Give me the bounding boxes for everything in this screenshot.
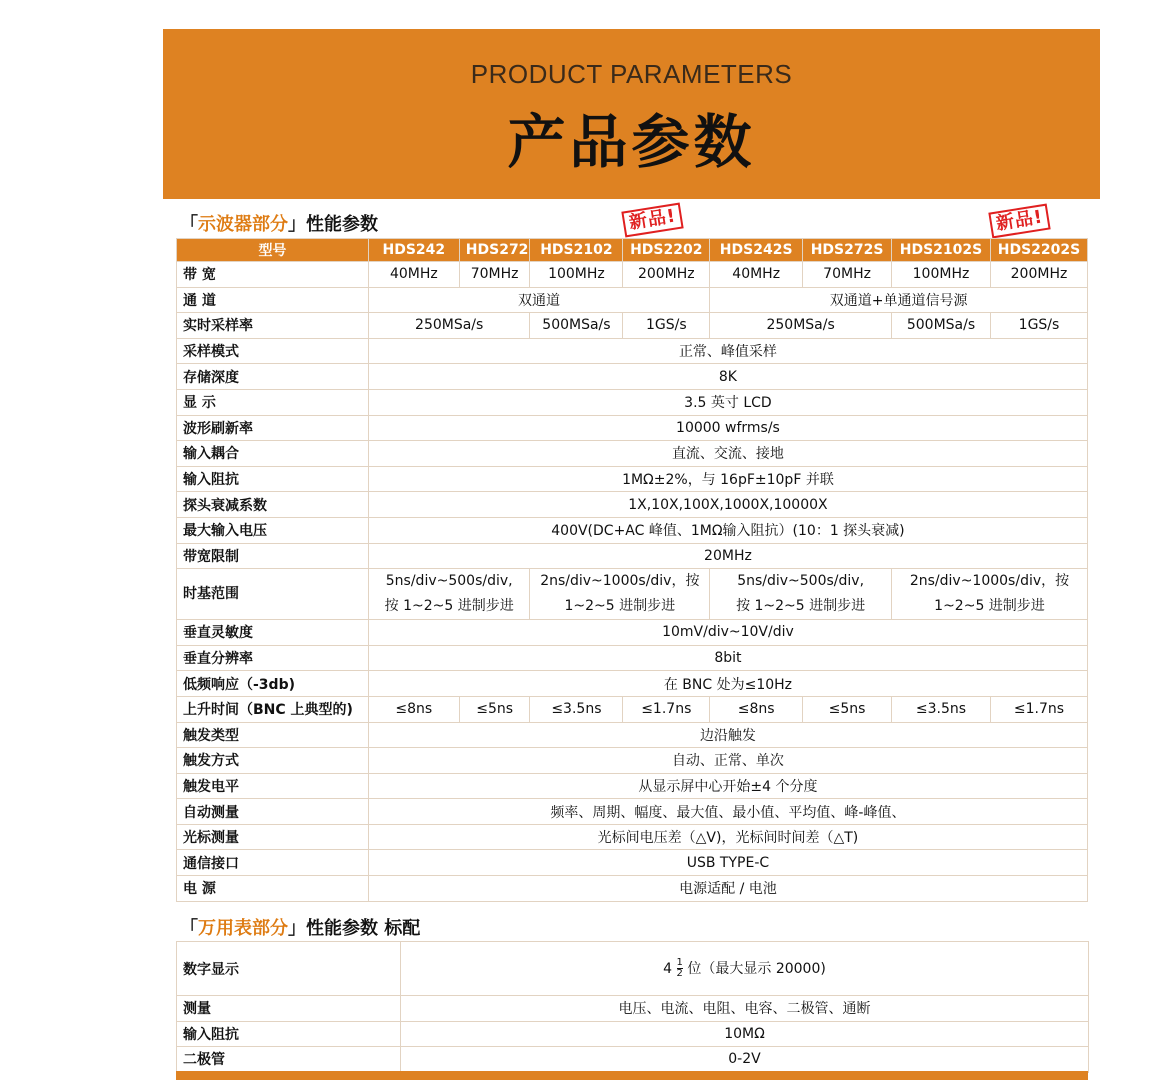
row-label: 存储深度 xyxy=(177,364,369,390)
cell: 10mV/div~10V/div xyxy=(368,620,1087,646)
model-col: HDS2102S xyxy=(892,239,991,262)
row-label: 触发电平 xyxy=(177,773,369,799)
row-label: 触发方式 xyxy=(177,748,369,774)
new-badge-2: 新品! xyxy=(988,204,1051,239)
table-row xyxy=(177,942,1089,996)
section-highlight: 万用表部分 xyxy=(198,918,288,939)
fraction: $\frac{1}{2}$ xyxy=(676,957,683,980)
table-row xyxy=(177,569,1088,620)
row-label: 通 道 xyxy=(177,287,369,313)
row-label: 带 宽 xyxy=(177,262,369,288)
cell: 1X,10X,100X,1000X,10000X xyxy=(368,492,1087,518)
table-row xyxy=(177,824,1088,850)
row-label: 显 示 xyxy=(177,389,369,415)
table-row xyxy=(177,338,1088,364)
cell: 40MHz xyxy=(710,262,803,288)
cell: 在 BNC 处为≤10Hz xyxy=(368,671,1087,697)
table-row xyxy=(177,1021,1089,1047)
cell: ≤5ns xyxy=(459,696,530,722)
cell: 双通道+单通道信号源 xyxy=(710,287,1088,313)
table-row xyxy=(177,996,1089,1022)
cell: 200MHz xyxy=(990,262,1087,288)
table-row xyxy=(177,543,1088,569)
cell: 20MHz xyxy=(368,543,1087,569)
model-col: HDS272 xyxy=(459,239,530,262)
header-row xyxy=(177,239,1088,262)
table-row xyxy=(177,492,1088,518)
row-label: 采样模式 xyxy=(177,338,369,364)
model-col: HDS2202 xyxy=(623,239,710,262)
cell: 双通道 xyxy=(368,287,709,313)
multimeter-spec-table xyxy=(176,941,1089,1073)
table-row xyxy=(177,850,1088,876)
table-row xyxy=(177,389,1088,415)
cell: 100MHz xyxy=(530,262,623,288)
cell: 光标间电压差（△V)，光标间时间差（△T) xyxy=(368,824,1087,850)
cell: 边沿触发 xyxy=(368,722,1087,748)
cell: 1MΩ±2%，与 16pF±10pF 并联 xyxy=(368,466,1087,492)
cell: 10000 wfrms/s xyxy=(368,415,1087,441)
cell: ≤3.5ns xyxy=(530,696,623,722)
cell: ≤8ns xyxy=(710,696,803,722)
table-row xyxy=(177,262,1088,288)
cell: 70MHz xyxy=(803,262,892,288)
cell: 8bit xyxy=(368,645,1087,671)
cell: 100MHz xyxy=(892,262,991,288)
table-row xyxy=(177,364,1088,390)
cell: 500MSa/s xyxy=(530,313,623,339)
oscilloscope-spec-table xyxy=(176,238,1088,902)
row-label: 测量 xyxy=(177,996,401,1022)
cell: 10MΩ xyxy=(401,1021,1089,1047)
row-label: 低频响应（-3db) xyxy=(177,671,369,697)
cell: 1GS/s xyxy=(623,313,710,339)
row-label: 垂直分辨率 xyxy=(177,645,369,671)
cell: 400V(DC+AC 峰值、1MΩ输入阻抗）(10：1 探头衰减) xyxy=(368,517,1087,543)
model-col: HDS2102 xyxy=(530,239,623,262)
cell: 直流、交流、接地 xyxy=(368,441,1087,467)
cell: ≤1.7ns xyxy=(990,696,1087,722)
table-row xyxy=(177,1047,1089,1073)
model-header: 型号 xyxy=(177,239,369,262)
cell: ≤3.5ns xyxy=(892,696,991,722)
table-row xyxy=(177,287,1088,313)
cell: 2ns/div~1000s/div，按 1~2~5 进制步进 xyxy=(530,569,710,620)
table-row xyxy=(177,517,1088,543)
cell: 3.5 英寸 LCD xyxy=(368,389,1087,415)
cell: 5ns/div~500s/div, 按 1~2~5 进制步进 xyxy=(710,569,892,620)
new-badge-1: 新品! xyxy=(621,203,684,238)
row-label: 上升时间（BNC 上典型的) xyxy=(177,696,369,722)
cell: 频率、周期、幅度、最大值、最小值、平均值、峰-峰值、 xyxy=(368,799,1087,825)
model-col: HDS272S xyxy=(803,239,892,262)
table-row xyxy=(177,466,1088,492)
cell: 0-2V xyxy=(401,1047,1089,1073)
row-label: 通信接口 xyxy=(177,850,369,876)
table-row xyxy=(177,773,1088,799)
row-label: 数字显示 xyxy=(177,942,401,996)
cell: 正常、峰值采样 xyxy=(368,338,1087,364)
row-label: 二极管 xyxy=(177,1047,401,1073)
row-label: 输入耦合 xyxy=(177,441,369,467)
row-label: 电 源 xyxy=(177,876,369,902)
cell: 8K xyxy=(368,364,1087,390)
table-row xyxy=(177,799,1088,825)
cell: 40MHz xyxy=(368,262,459,288)
cell: 70MHz xyxy=(459,262,530,288)
section-highlight: 示波器部分 xyxy=(198,214,288,235)
table-row xyxy=(177,441,1088,467)
cell: 500MSa/s xyxy=(892,313,991,339)
cell: 200MHz xyxy=(623,262,710,288)
banner-title-zh: 产品参数 xyxy=(507,108,756,176)
row-label: 波形刷新率 xyxy=(177,415,369,441)
row-label: 输入阻抗 xyxy=(177,1021,401,1047)
row-label: 垂直灵敏度 xyxy=(177,620,369,646)
header-banner xyxy=(163,29,1100,199)
row-label: 自动测量 xyxy=(177,799,369,825)
row-label: 最大输入电压 xyxy=(177,517,369,543)
cell: 自动、正常、单次 xyxy=(368,748,1087,774)
cell: 5ns/div~500s/div, 按 1~2~5 进制步进 xyxy=(368,569,530,620)
cell: ≤1.7ns xyxy=(623,696,710,722)
table-row xyxy=(177,620,1088,646)
section-title-multimeter: 「万用表部分」性能参数 标配 xyxy=(180,918,421,939)
row-label: 触发类型 xyxy=(177,722,369,748)
next-table-header-partial xyxy=(176,1071,1088,1080)
table-row xyxy=(177,748,1088,774)
cell: 2ns/div~1000s/div，按 1~2~5 进制步进 xyxy=(892,569,1088,620)
cell: 从显示屏中心开始±4 个分度 xyxy=(368,773,1087,799)
row-label: 光标测量 xyxy=(177,824,369,850)
banner-title-en: PRODUCT PARAMETERS xyxy=(470,59,793,89)
table-row xyxy=(177,415,1088,441)
table-row xyxy=(177,313,1088,339)
row-label: 探头衰减系数 xyxy=(177,492,369,518)
table-row xyxy=(177,645,1088,671)
model-col: HDS242 xyxy=(368,239,459,262)
cell: 电压、电流、电阻、电容、二极管、通断 xyxy=(401,996,1089,1022)
table-row xyxy=(177,696,1088,722)
cell: 250MSa/s xyxy=(710,313,892,339)
model-col: HDS2202S xyxy=(990,239,1087,262)
cell: 电源适配 / 电池 xyxy=(368,876,1087,902)
cell: ≤8ns xyxy=(368,696,459,722)
row-label: 带宽限制 xyxy=(177,543,369,569)
section-title-oscilloscope: 「示波器部分」性能参数 xyxy=(180,214,378,235)
row-label: 输入阻抗 xyxy=(177,466,369,492)
table-row xyxy=(177,671,1088,697)
table-row xyxy=(177,876,1088,902)
row-label: 实时采样率 xyxy=(177,313,369,339)
row-label: 时基范围 xyxy=(177,569,369,620)
cell: 250MSa/s xyxy=(368,313,530,339)
cell: 1GS/s xyxy=(990,313,1087,339)
model-col: HDS242S xyxy=(710,239,803,262)
cell: USB TYPE-C xyxy=(368,850,1087,876)
cell: 4 $\frac{1}{2}$ 位（最大显示 20000) xyxy=(401,942,1089,996)
cell: ≤5ns xyxy=(803,696,892,722)
table-row xyxy=(177,722,1088,748)
